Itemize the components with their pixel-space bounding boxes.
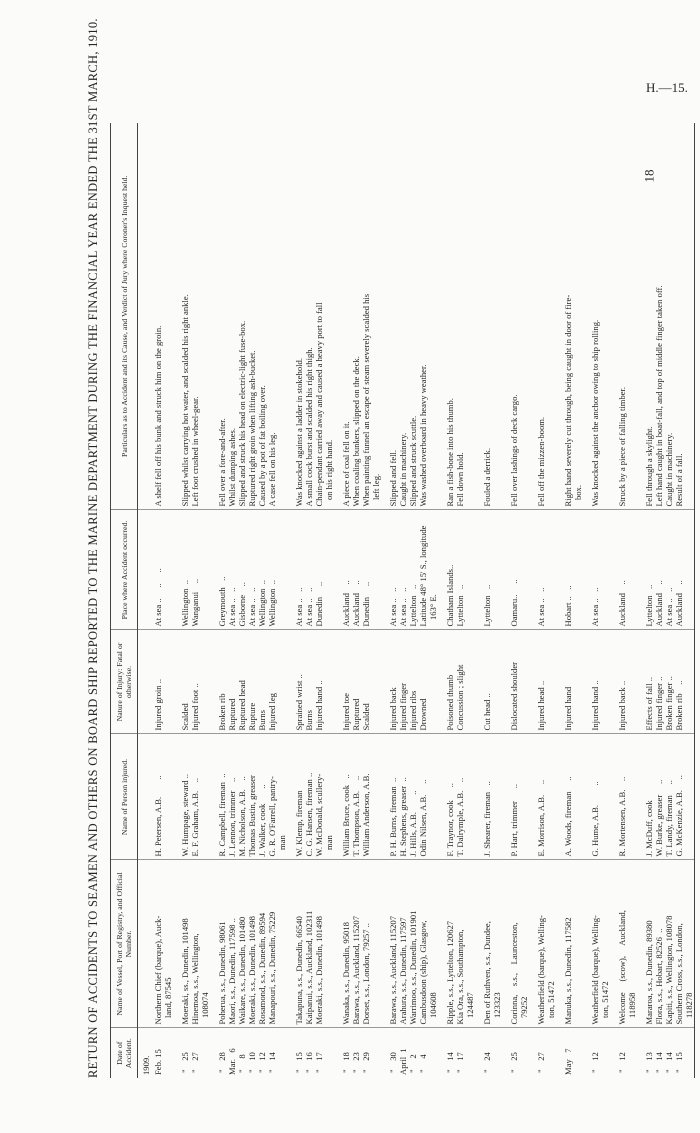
place-cell: At sea .. .. bbox=[590, 510, 610, 630]
injury-cell: Injured groin .. bbox=[153, 630, 173, 734]
vessel-cell: Northern Chief (barque), Auck- land, 87545 bbox=[153, 860, 173, 1028]
table-row bbox=[341, 123, 381, 1078]
accident-date: " 12 bbox=[617, 1052, 627, 1075]
vessel-cell: Corinna, s.s., Launceston, 79252 bbox=[509, 860, 529, 1028]
accident-date: " 25 " 27 bbox=[180, 1052, 200, 1073]
table-row bbox=[563, 123, 583, 1078]
table-row bbox=[445, 123, 475, 1078]
person-cell: P. H. Burns, fireman .. H. Stephens, greaser .. J. Hills, A.B. .. Odin Nilsen, A.B. .. bbox=[388, 734, 438, 860]
vessel-cell: Takapuna, s.s., Dunedin, 66540 Kaipanui, s.s., Auckland, 102311 Moeraki, s.s., Dunedin, 101498 bbox=[294, 860, 334, 1028]
table-header-row bbox=[111, 123, 138, 1078]
particulars-cell: Ran a fish-bone into his thumb. Fell down hold. bbox=[445, 123, 475, 510]
row-spacer bbox=[381, 123, 388, 1078]
vessel-cell: Poherua, s.s., Dunedin, 98061 Maori, s.s., Dunedin, 117598 .. Waikare, s.s., Dunedin, 101480 Moeraki, s.s., Dunedin, 101498 Rosamond, s.s., Dunedin, 89594 Manapouri, s.s., Dunedin, 75229 bbox=[217, 860, 287, 1028]
vessel-cell: Moeraki, ss., Dunedin, 101498 Hinemoa, s.s., Wellington, 108074 bbox=[180, 860, 210, 1028]
page-title: RETURN OF ACCIDENTS TO SEAMEN AND OTHERS ON BOARD SHIP REPORTED TO THE MARINE DEPARTMENT DURING THE FINANCIAL YEAR ENDED THE 31ST MARCH, 1910. bbox=[86, 18, 100, 1078]
accident-date: " 13 " 14 " 14 " 15 bbox=[644, 1028, 695, 1078]
particulars-cell: Was knocked against the anchor owing to ship rolling. bbox=[590, 123, 610, 510]
row-spacer bbox=[556, 123, 563, 1078]
person-cell: R. Mortensen, A.B. .. bbox=[617, 734, 637, 860]
person-cell: E. Morrison, A.B. .. bbox=[536, 734, 556, 860]
accident-date: " 27 bbox=[536, 1052, 546, 1075]
column-header-person: Name of Person injured. bbox=[111, 734, 138, 860]
vessel-cell: Manuka, s.s., Dunedin, 117582 bbox=[563, 860, 583, 1028]
column-header-date: Date of Accident. bbox=[111, 1028, 138, 1078]
injury-cell: Injured hand bbox=[563, 630, 583, 734]
particulars-cell: A shelf fell off his bunk and struck him on the groin. bbox=[153, 123, 173, 510]
injury-cell: Broken rib Ruptured Ruptured head Rupture Burns Injured leg bbox=[217, 630, 287, 734]
person-cell: H. Petersen, A.B. .. bbox=[153, 734, 173, 860]
row-spacer bbox=[529, 123, 536, 1078]
particulars-cell: Slipped and fell. Caught in machinery. Slipped and struck scuttle. Was washed overboard in heavy weather. bbox=[388, 123, 438, 510]
injury-cell: Injured back Injured finger Injured ribs Drowned bbox=[388, 630, 438, 734]
accident-date: " 24 bbox=[482, 1052, 492, 1075]
table-row bbox=[180, 123, 210, 1078]
place-cell: Auckland .. bbox=[617, 510, 637, 630]
particulars-cell: Fell off the mizzen-boom. bbox=[536, 123, 556, 510]
row-spacer bbox=[502, 123, 509, 1078]
vessel-cell: Welcome (scow), Auckland, 118958 bbox=[617, 860, 637, 1028]
injury-cell: Scalded Injured foot .. bbox=[180, 630, 210, 734]
injury-cell: Injured toe Ruptured Scalded bbox=[341, 630, 381, 734]
particulars-cell: Fell over a fore-and-after. Whilst dumping ashes. Slipped and struck his head on electric-light fuse-box. Ruptured right groin when lifting ash-bucket. Caused by a pot of fat boiling over. A case fell on his leg. bbox=[217, 123, 287, 510]
row-spacer bbox=[210, 123, 217, 1078]
particulars-cell: Fell through a skylight. Left hand caught in boat-fall, and top of middle finger taken off. Caught in machinery. Result of a fall. bbox=[644, 123, 695, 510]
row-spacer bbox=[438, 123, 445, 1078]
table-row bbox=[509, 123, 529, 1078]
injury-cell: Effects of fall .. Injured finger .. Broken finger .. Broken rib .. bbox=[644, 630, 695, 734]
accident-date: " 14 " 17 bbox=[445, 1052, 465, 1073]
person-cell: A. Woods, fireman .. bbox=[563, 734, 583, 860]
place-cell: At sea .. .. bbox=[536, 510, 556, 630]
place-cell: At sea .. .. At sea .. .. Lyttelton .. Latitude 48° 15' S., longitude 163° E. bbox=[388, 510, 438, 630]
person-cell: G. Hume, A.B. .. bbox=[590, 734, 610, 860]
particulars-cell: Fouled a derrick. bbox=[482, 123, 502, 510]
column-header-injury: Nature of Injury: Fatal or otherwise. bbox=[111, 630, 138, 734]
injury-cell: Dislocated shoulder bbox=[509, 630, 529, 734]
vessel-cell: Weatherfield (barque), Welling- ton, 51472 bbox=[536, 860, 556, 1028]
table-row bbox=[617, 123, 637, 1078]
injury-cell: Injured head .. bbox=[536, 630, 556, 734]
place-cell: Oamaru.. .. bbox=[509, 510, 529, 630]
table-row bbox=[388, 123, 438, 1078]
place-cell: At sea .. .. At sea .. .. Dunedin .. bbox=[294, 510, 334, 630]
injury-cell: Injured hand .. bbox=[590, 630, 610, 734]
person-cell: F. Traynor, cook .. T. Dalrymple, A.B. .. bbox=[445, 734, 475, 860]
vessel-cell: Weatherfield (barque), Welling- ton, 51472 bbox=[590, 860, 610, 1028]
table-row bbox=[153, 123, 173, 1078]
row-spacer bbox=[637, 123, 644, 1078]
accident-date: May 7 bbox=[563, 1048, 573, 1075]
accident-date: " 25 bbox=[509, 1052, 519, 1075]
vessel-cell: Ripple, s.s., Lyttelton, 120627 Kia Ora, s.s., Southampton, 124487 bbox=[445, 860, 475, 1028]
accidents-table bbox=[110, 123, 695, 1078]
particulars-cell: Was knocked against a ladder in stokehold. A small cock burst and scalded his right thigh. Chain-pendant carried away and caused a heavy port to fall on his right hand. bbox=[294, 123, 334, 510]
table-row bbox=[536, 123, 556, 1078]
column-header-place: Place where Accident occurred. bbox=[111, 510, 138, 630]
injury-cell: Injured back .. bbox=[617, 630, 637, 734]
vessel-cell: Wanaka, s.s., Dunedin, 95018 Barawa, s.s., Auckland, 115207 Dorset, s.s., London, 79257 .. bbox=[341, 860, 381, 1028]
accident-date: Feb. 15 bbox=[153, 1049, 163, 1075]
place-cell: Greymouth .. At sea .. .. Gisborne .. At sea .. .. Wellington .. Wellington .. bbox=[217, 510, 287, 630]
person-cell: P. Hart, trimmer .. bbox=[509, 734, 529, 860]
table-row bbox=[294, 123, 334, 1078]
row-spacer bbox=[287, 123, 294, 1078]
accident-date: " 30 April 1 " 2 " 4 bbox=[388, 1048, 428, 1075]
person-cell: R. Campbell, fireman .. J. Lennon, trimmer .. M. Nicholson, A.B. .. Thomas Bustin, greaser J. Walker, cook .. G. R. O'Farrell, pantry- man bbox=[217, 734, 287, 860]
vessel-cell: Mararoa, s.s., Dunedin, 89380 Flora, s.s., Hobart, 82526 .. Kapiti, s.s., Wellington, 108078 Southern Cross, s.s., London, 118278 bbox=[644, 860, 695, 1028]
table-row bbox=[644, 123, 695, 1078]
accident-date: " 28 Mar. 6 " 8 " 10 " 12 " 14 bbox=[217, 1048, 277, 1075]
row-spacer bbox=[610, 123, 617, 1078]
accident-date: " 12 bbox=[590, 1052, 600, 1075]
injury-cell: Sprained wrist .. Burns Injured hand .. bbox=[294, 630, 334, 734]
particulars-cell: Struck by a piece of falling timber. bbox=[617, 123, 637, 510]
particulars-cell: Right hand severely cut through, being caught in door of fire- box. bbox=[563, 123, 583, 510]
column-header-particulars: Particulars as to Accident and its Cause, and Verdict of Jury where Coroner's Inquest held. bbox=[111, 123, 138, 510]
person-cell: J. McDuff, cook W. Burke, greaser .. T. Landy, fireman .. G. McKenzie, A.B. .. bbox=[644, 734, 695, 860]
person-cell: W. Humpage, steward .. E. F. Graham, A.B. .. bbox=[180, 734, 210, 860]
vessel-cell: Den of Ruthven, s.s., Dundee, 123323 bbox=[482, 860, 502, 1028]
table-row bbox=[217, 123, 287, 1078]
place-cell: Auckland .. Auckland .. Dunedin .. bbox=[341, 510, 381, 630]
vessel-cell: Barawa, s.s., Auckland, 115207 Arahura, s.s., Dunedin, 117597 Warrimoo, s.s., Dunedin, 101901 Cambusdoon (ship), Glasgow, 104608 bbox=[388, 860, 438, 1028]
year-row bbox=[138, 123, 154, 1078]
column-header-vessel: Name of Vessel, Port of Registry, and Official Number. bbox=[111, 860, 138, 1028]
page-number: 18 bbox=[641, 169, 657, 183]
place-cell: Chatham Islands.. Lyttelton .. bbox=[445, 510, 475, 630]
particulars-cell: Slipped whilst carrying hot water, and scalded his right ankle. Left foot crushed in wheel-gear. bbox=[180, 123, 210, 510]
year-label: 1909. bbox=[141, 1055, 151, 1075]
row-spacer bbox=[334, 123, 341, 1078]
particulars-cell: A piece of coal fell on it. When coaling bunkers, slipped on the deck. When painting funnel an escape of steam severely scalded his left leg. bbox=[341, 123, 381, 510]
table-row bbox=[482, 123, 502, 1078]
person-cell: J. Shearer, fireman .. bbox=[482, 734, 502, 860]
doc-ref: H.—15. bbox=[646, 80, 688, 95]
particulars-cell: Fell over lashings of deck cargo. bbox=[509, 123, 529, 510]
row-spacer bbox=[475, 123, 482, 1078]
person-cell: William Bruce, cook .. T. Thompson, A.B. .. William Anderson, A.B. bbox=[341, 734, 381, 860]
place-cell: Lyttelton .. bbox=[482, 510, 502, 630]
row-spacer bbox=[173, 123, 180, 1078]
injury-cell: Poisoned thumb Concussion ; slight bbox=[445, 630, 475, 734]
place-cell: Lyttelton .. Auckland .. At sea .. .. Auckland .. bbox=[644, 510, 695, 630]
place-cell: Hobart .. .. bbox=[563, 510, 583, 630]
row-spacer bbox=[583, 123, 590, 1078]
person-cell: W. Klemp, fireman C. G. Hansen, fireman .. W. McDonald, scullery- man bbox=[294, 734, 334, 860]
place-cell: At sea .. .. .. bbox=[153, 510, 173, 630]
accident-date: " 18 " 23 " 29 bbox=[341, 1052, 371, 1073]
accident-date: " 15 " 16 " 17 bbox=[294, 1052, 324, 1073]
injury-cell: Cut head .. bbox=[482, 630, 502, 734]
table-row bbox=[590, 123, 610, 1078]
place-cell: Wellington .. Wanganui .. bbox=[180, 510, 210, 630]
